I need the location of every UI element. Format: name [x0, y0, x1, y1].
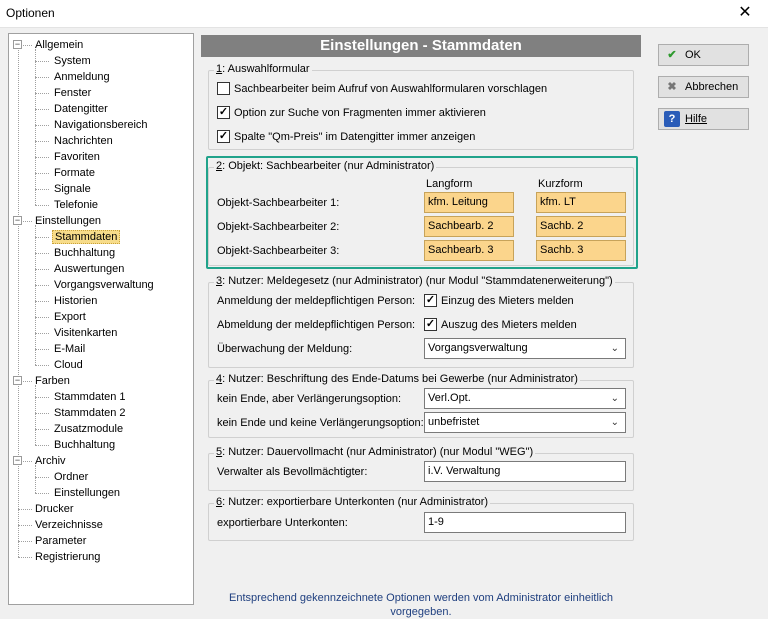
column-langform: Langform: [426, 178, 473, 190]
tree-item-label: Verzeichnisse: [35, 519, 103, 531]
sachbearbeiter-2-kurzform[interactable]: Sachb. 2: [536, 216, 626, 237]
tree-item-nachrichten[interactable]: [52, 133, 115, 149]
tree-connector: [18, 541, 32, 542]
sachbearbeiter-2-langform[interactable]: Sachbearb. 2: [424, 216, 514, 237]
column-kurzform: Kurzform: [538, 178, 583, 190]
chevron-down-icon: ⌄: [610, 393, 619, 404]
tree-item-signale[interactable]: [52, 181, 93, 197]
tree-connector: [35, 333, 49, 334]
tree-connector: [35, 125, 49, 126]
tree-item-label: Vorgangsverwaltung: [54, 279, 154, 291]
tree-item-label: Signale: [54, 183, 91, 195]
ueberwachung-label: Überwachung der Meldung:: [217, 343, 353, 355]
tree-connector: [35, 493, 49, 494]
tree-connector: [35, 93, 49, 94]
tree-item-visitenkarten[interactable]: [52, 325, 119, 341]
checkbox-auszug-melden[interactable]: ✓: [425, 318, 436, 330]
bevollmaechtigter-label: Verwalter als Bevollmächtigter:: [217, 466, 368, 478]
panel-header: Einstellungen - Stammdaten: [201, 35, 641, 57]
tree-item-buchhaltung[interactable]: [52, 245, 117, 261]
row-1-label: Objekt-Sachbearbeiter 1:: [217, 197, 340, 209]
tree-item-stammdaten-2[interactable]: [52, 405, 128, 421]
tree-item-label: Navigationsbereich: [54, 119, 148, 131]
tree-item-label: Ordner: [54, 471, 89, 483]
keine-verlaengerung-label: kein Ende und keine Verlängerungsoption:: [217, 417, 424, 429]
tree-connector: [35, 465, 36, 493]
collapse-toggle-icon[interactable]: −: [14, 375, 21, 385]
tree-item-label: Historien: [54, 295, 98, 307]
keine-verlaengerung-select[interactable]: [424, 412, 626, 433]
sachbearbeiter-3-kurzform[interactable]: Sachb. 3: [536, 240, 626, 261]
tree-connector: [35, 413, 49, 414]
chevron-down-icon: ⌄: [610, 343, 619, 354]
tree-item-label: Farben: [35, 375, 70, 387]
tree-item-label: Export: [54, 311, 86, 323]
abmeldung-label: Abmeldung der meldepflichtigen Person:: [217, 319, 416, 331]
tree-connector: [35, 269, 49, 270]
section-1-title: 1: Auswahlformular: [216, 63, 310, 75]
checkbox-sachbearbeiter-vorschlagen[interactable]: [217, 82, 230, 95]
sachbearbeiter-3-langform[interactable]: Sachbearb. 3: [424, 240, 514, 261]
tree-connector: [35, 365, 49, 366]
tree-connector: [35, 301, 49, 302]
option-qm-preis-label: Spalte "Qm-Preis" im Datengitter immer anzeigen: [234, 131, 476, 143]
tree-item-label: Drucker: [35, 503, 74, 515]
auszug-melden-label: Auszug des Mieters melden: [441, 319, 577, 331]
tree-connector: [35, 49, 36, 205]
einzug-melden-label: Einzug des Mieters melden: [441, 295, 574, 307]
tree-connector: [35, 77, 49, 78]
tree-connector: [35, 429, 49, 430]
checkmark-icon: ✔: [667, 49, 677, 61]
tree-item-farben[interactable]: [33, 373, 72, 389]
tree-connector: [35, 109, 49, 110]
tree-connector: [35, 157, 49, 158]
tree-connector: [35, 349, 49, 350]
ueberwachung-value: Vorgangsverwaltung: [428, 342, 528, 354]
tree-item-stammdaten-1[interactable]: [52, 389, 128, 405]
tree-connector: [35, 477, 49, 478]
row-2-label: Objekt-Sachbearbeiter 2:: [217, 221, 340, 233]
tree-item-favoriten[interactable]: [52, 149, 102, 165]
tree-item-label: Nachrichten: [54, 135, 113, 147]
tree-item-label: Visitenkarten: [54, 327, 118, 339]
tree-item-label: Registrierung: [35, 551, 101, 563]
tree-item-label: Buchhaltung: [54, 247, 116, 259]
tree-item-label: Stammdaten 2: [54, 407, 126, 419]
keine-verlaengerung-value: unbefristet: [428, 416, 480, 428]
unterkonten-label: exportierbare Unterkonten:: [217, 517, 348, 529]
tree-item-label: Fenster: [54, 87, 92, 99]
verlaengerung-select[interactable]: [424, 388, 626, 409]
tree-item-zusatzmodule[interactable]: [52, 421, 125, 437]
tree-connector: [35, 397, 49, 398]
tree-item-label: Favoriten: [54, 151, 100, 163]
anmeldung-label: Anmeldung der meldepflichtigen Person:: [217, 295, 416, 307]
collapse-toggle-icon[interactable]: −: [14, 215, 21, 225]
footnote: Entsprechend gekennzeichnete Optionen werden vom Administrator einheitlich vorgegeben.: [228, 592, 613, 618]
cancel-x-icon: ✖: [667, 81, 677, 93]
section-3-title: 3: Nutzer: Meldegesetz (nur Administrator) (nur Modul "Stammdatenerweiterung"): [216, 275, 613, 287]
tree-item-label: Allgemein: [35, 39, 84, 51]
checkbox-einzug-melden[interactable]: ✓: [425, 294, 436, 306]
tree-item-navigationsbereich[interactable]: [52, 117, 150, 133]
section-4-title: 4: Nutzer: Beschriftung des Ende-Datums bei Gewerbe (nur Administrator): [216, 373, 578, 385]
tree-item-label: System: [54, 55, 91, 67]
tree-item-archiv[interactable]: [33, 453, 68, 469]
section-2-title: 2: Objekt: Sachbearbeiter (nur Administrator): [216, 160, 435, 172]
unterkonten-input[interactable]: 1-9: [424, 512, 626, 533]
collapse-toggle-icon[interactable]: −: [14, 455, 21, 465]
tree-connector: [35, 61, 49, 62]
chevron-down-icon: ⌄: [610, 417, 619, 428]
tree-item-historien[interactable]: [52, 293, 99, 309]
tree-connector: [35, 237, 49, 238]
verlaengerung-label: kein Ende, aber Verlängerungsoption:: [217, 393, 402, 405]
tree-item-label: Zusatzmodule: [54, 423, 124, 435]
tree-connector: [35, 141, 49, 142]
help-question-icon: ?: [664, 111, 680, 127]
sachbearbeiter-1-langform[interactable]: kfm. Leitung: [424, 192, 514, 213]
tree-connector: [18, 45, 19, 557]
tree-connector: [35, 189, 49, 190]
option-sachbearbeiter-vorschlagen-label: Sachbearbeiter beim Aufruf von Auswahlformularen vorschlagen: [234, 83, 548, 95]
tree-item-export[interactable]: [52, 309, 88, 325]
tree-item-allgemein[interactable]: [33, 37, 85, 53]
tree-connector: [35, 253, 49, 254]
tree-item-cloud[interactable]: [52, 357, 85, 373]
row-3-label: Objekt-Sachbearbeiter 3:: [217, 245, 340, 257]
tree-connector: [35, 225, 36, 365]
tree-connector: [35, 445, 49, 446]
tree-item-datengitter[interactable]: [52, 101, 110, 117]
tree-item-stammdaten[interactable]: [52, 229, 120, 245]
tree-connector: [35, 205, 49, 206]
close-icon[interactable]: ✕: [738, 4, 752, 21]
tree-item-label: Stammdaten: [52, 230, 120, 244]
tree-connector: [18, 525, 32, 526]
collapse-toggle-icon[interactable]: −: [14, 39, 21, 49]
tree-connector: [18, 509, 32, 510]
tree-item-label: Auswertungen: [54, 263, 125, 275]
tree-item-label: Telefonie: [54, 199, 99, 211]
tree-connector: [35, 317, 49, 318]
tree-item-label: Buchhaltung: [54, 439, 116, 451]
tree-item-vorgangsverwaltung[interactable]: [52, 277, 156, 293]
tree-item-fenster[interactable]: [52, 85, 93, 101]
tree-item-label: Einstellungen: [35, 215, 102, 227]
tree-item-verzeichnisse[interactable]: [33, 517, 105, 533]
tree-item-einstellungen[interactable]: [33, 213, 103, 229]
tree-item-e-mail[interactable]: [52, 341, 87, 357]
ok-button[interactable]: ✔ OK: [658, 44, 749, 66]
verlaengerung-value: Verl.Opt.: [428, 392, 471, 404]
tree-item-einstellungen[interactable]: [52, 485, 122, 501]
tree-item-label: Einstellungen: [54, 487, 121, 499]
tree-connector: [18, 557, 32, 558]
tree-item-label: Anmeldung: [54, 71, 110, 83]
tree-item-parameter[interactable]: [33, 533, 88, 549]
title-bar: [0, 0, 768, 28]
sachbearbeiter-1-kurzform[interactable]: kfm. LT: [536, 192, 626, 213]
tree-item-formate[interactable]: [52, 165, 97, 181]
section-5-title: 5: Nutzer: Dauervollmacht (nur Administrator) (nur Modul "WEG"): [216, 446, 534, 458]
options-tree[interactable]: [8, 33, 194, 605]
tree-item-auswertungen[interactable]: [52, 261, 126, 277]
tree-item-label: Parameter: [35, 535, 87, 547]
tree-connector: [35, 385, 36, 445]
tree-item-drucker[interactable]: [33, 501, 76, 517]
tree-item-label: Cloud: [54, 359, 83, 371]
section-6-title: 6: Nutzer: exportierbare Unterkonten (nur Administrator): [216, 496, 489, 508]
tree-item-buchhaltung[interactable]: [52, 437, 117, 453]
tree-item-label: Datengitter: [54, 103, 108, 115]
tree-item-ordner[interactable]: [52, 469, 90, 485]
tree-item-label: E-Mail: [54, 343, 86, 355]
ueberwachung-select[interactable]: [424, 338, 626, 359]
tree-item-label: Stammdaten 1: [54, 391, 126, 403]
tree-item-anmeldung[interactable]: [52, 69, 112, 85]
help-button[interactable]: ? Hilfe: [658, 108, 749, 130]
tree-connector: [35, 285, 49, 286]
tree-item-label: Formate: [54, 167, 95, 179]
cancel-button[interactable]: ✖ Abbrechen: [658, 76, 749, 98]
checkbox-qm-preis[interactable]: ✓: [218, 130, 229, 142]
bevollmaechtigter-input[interactable]: i.V. Verwaltung: [424, 461, 626, 482]
tree-item-registrierung[interactable]: [33, 549, 102, 565]
tree-item-telefonie[interactable]: [52, 197, 100, 213]
tree-item-system[interactable]: [52, 53, 93, 69]
window-title: Optionen: [6, 6, 55, 20]
checkbox-fragmente-suche[interactable]: ✓: [218, 106, 229, 118]
option-fragmente-suche-label: Option zur Suche von Fragmenten immer aktivieren: [234, 107, 486, 119]
tree-connector: [35, 173, 49, 174]
tree-item-label: Archiv: [35, 455, 66, 467]
